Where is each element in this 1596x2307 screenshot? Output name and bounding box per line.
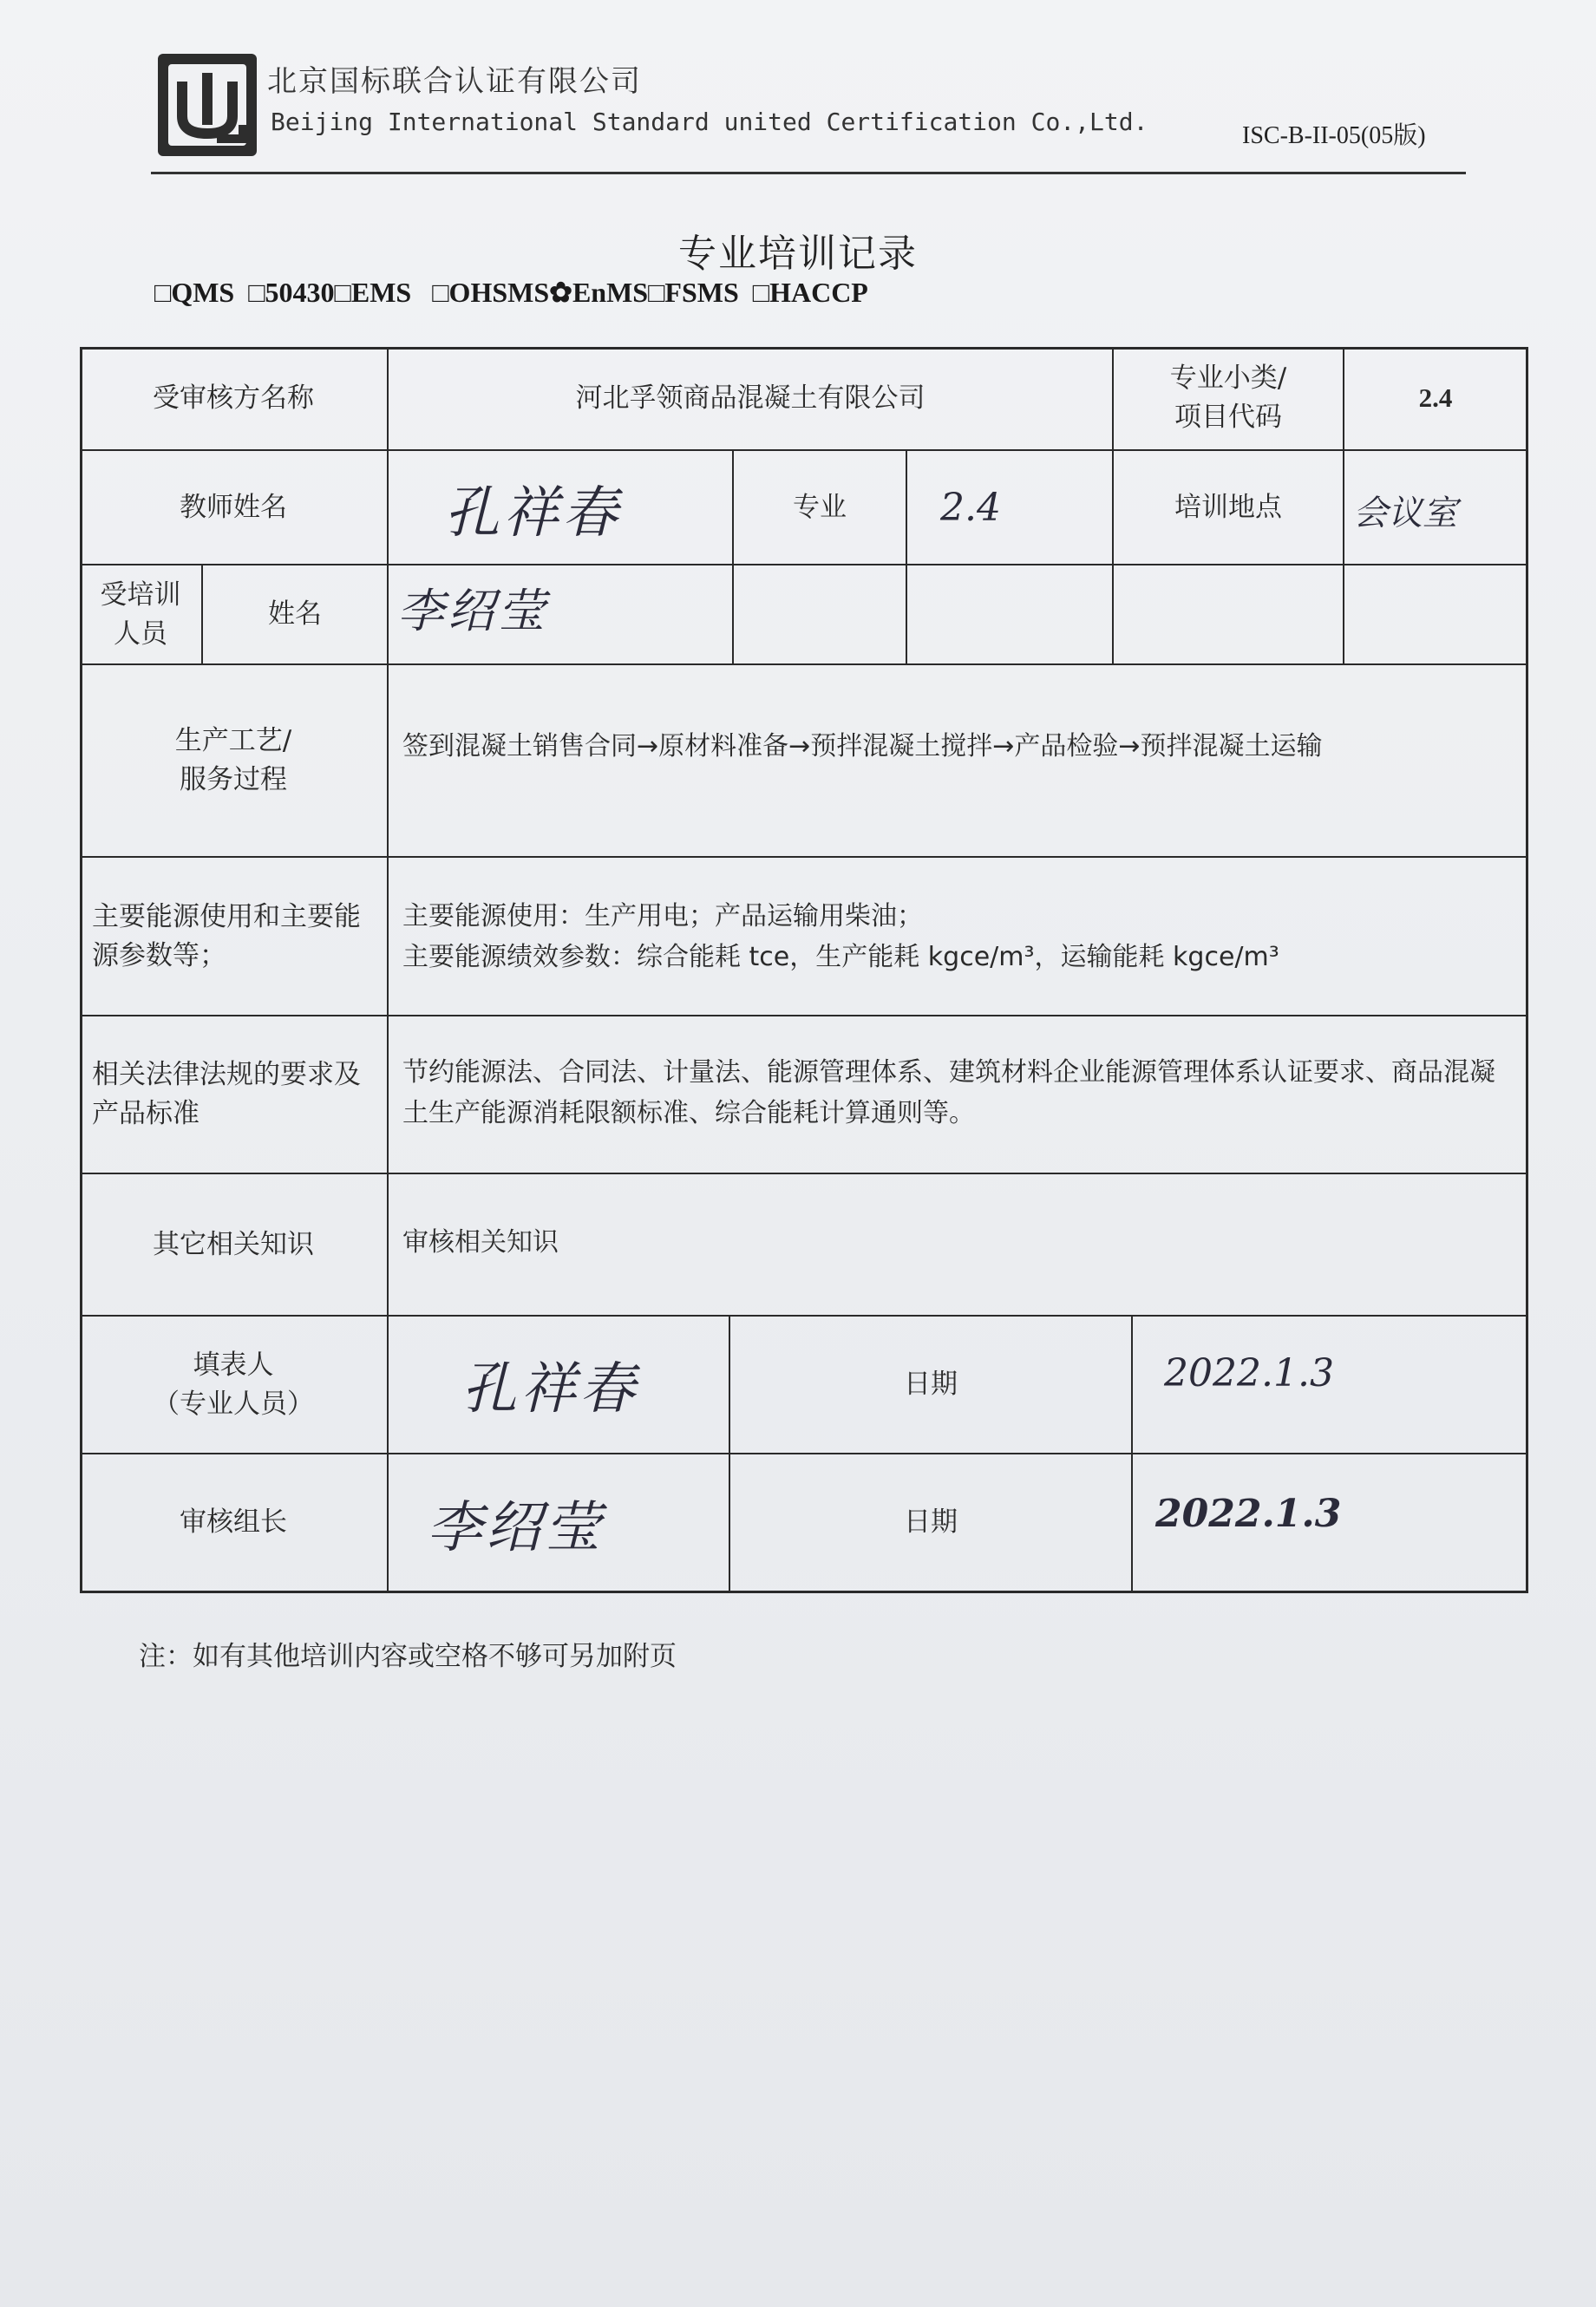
filler-label-line2: （专业人员）: [153, 1388, 314, 1420]
footnote: 注：如有其他培训内容或空格不够可另加附页: [139, 1641, 677, 1672]
energy-label-text: 主要能源使用和主要能源参数等；: [92, 900, 361, 971]
process-label-line2: 服务过程: [180, 764, 287, 795]
table-border: [80, 1591, 1528, 1593]
category-label-line2: 项目代码: [1174, 402, 1282, 433]
filler-label-line1: 填表人: [193, 1349, 274, 1381]
header-divider: [151, 172, 1466, 174]
trainee-label-line1: 受培训: [100, 578, 181, 611]
training-record-table: [80, 347, 1528, 1593]
trainee-label: [80, 565, 201, 663]
energy-usage-line: 主要能源使用：生产用电；产品运输用柴油；: [402, 901, 923, 931]
teacher-label: 教师姓名: [180, 491, 287, 523]
category-label: [1114, 347, 1343, 449]
date-value-2: 2022.1.3: [1155, 1492, 1342, 1536]
major-value: 2.4: [940, 486, 1001, 530]
company-name-cn: 北京国标联合认证有限公司: [267, 64, 642, 99]
teacher-signature: 孔祥春: [444, 481, 621, 546]
location-value: 会议室: [1353, 493, 1457, 533]
process-label: [80, 665, 387, 856]
trainee-signature: 李绍莹: [397, 584, 548, 638]
leader-signature: 李绍莹: [427, 1496, 604, 1560]
filler-signature: 孔祥春: [461, 1357, 638, 1421]
trainee-label-line2: 人员: [114, 618, 167, 650]
category-value: 2.4: [1418, 382, 1453, 413]
column-divider: [387, 347, 389, 1593]
major-label: 专业: [793, 491, 847, 523]
date-value-1: 2022.1.3: [1164, 1351, 1334, 1395]
management-systems-checklist: □QMS □50430□EMS □OHSMS✿EnMS□FSMS □HACCP: [154, 277, 868, 308]
column-divider: [906, 449, 907, 663]
energy-parameters-line: 主要能源绩效参数：综合能耗 tce，生产能耗 kgce/m³，运输能耗 kgce/m³: [402, 941, 1279, 972]
law-label-text: 相关法律法规的要求及产品标准: [92, 1059, 361, 1129]
document-code: ISC-B-II-05(05版): [1242, 122, 1426, 149]
location-label: 培训地点: [1174, 491, 1282, 523]
other-knowledge-value: 审核相关知识: [402, 1227, 559, 1258]
column-divider: [1131, 1315, 1133, 1593]
date-label-1: 日期: [904, 1369, 958, 1401]
auditee-label: 受审核方名称: [153, 382, 314, 414]
other-knowledge-label: 其它相关知识: [153, 1228, 314, 1260]
leader-label: 审核组长: [180, 1506, 287, 1539]
law-value: 节约能源法、合同法、计量法、能源管理体系、建筑材料企业能源管理体系认证要求、商品混凝土生产能源消耗限额标准、综合能耗计算通则等。: [402, 1057, 1495, 1128]
company-logo-icon: [156, 52, 258, 158]
law-label: [80, 1016, 387, 1173]
table-border: [1526, 347, 1528, 1593]
category-label-line1: 专业小类/: [1169, 363, 1287, 395]
filler-label: [80, 1317, 387, 1453]
energy-label: [80, 858, 387, 1015]
energy-values: [402, 897, 1513, 977]
process-label-line1: 生产工艺/: [174, 725, 292, 757]
process-value: 签到混凝土销售合同→原材料准备→预拌混凝土搅拌→产品检验→预拌混凝土运输: [402, 731, 1323, 761]
trainee-name-label: 姓名: [268, 598, 322, 631]
date-label-2: 日期: [904, 1506, 958, 1539]
form-title: 专业培训记录: [678, 232, 918, 276]
company-name-en: Beijing International Standard united Certification Co.,Ltd.: [271, 108, 1148, 136]
auditee-value: 河北孚领商品混凝土有限公司: [575, 382, 926, 414]
